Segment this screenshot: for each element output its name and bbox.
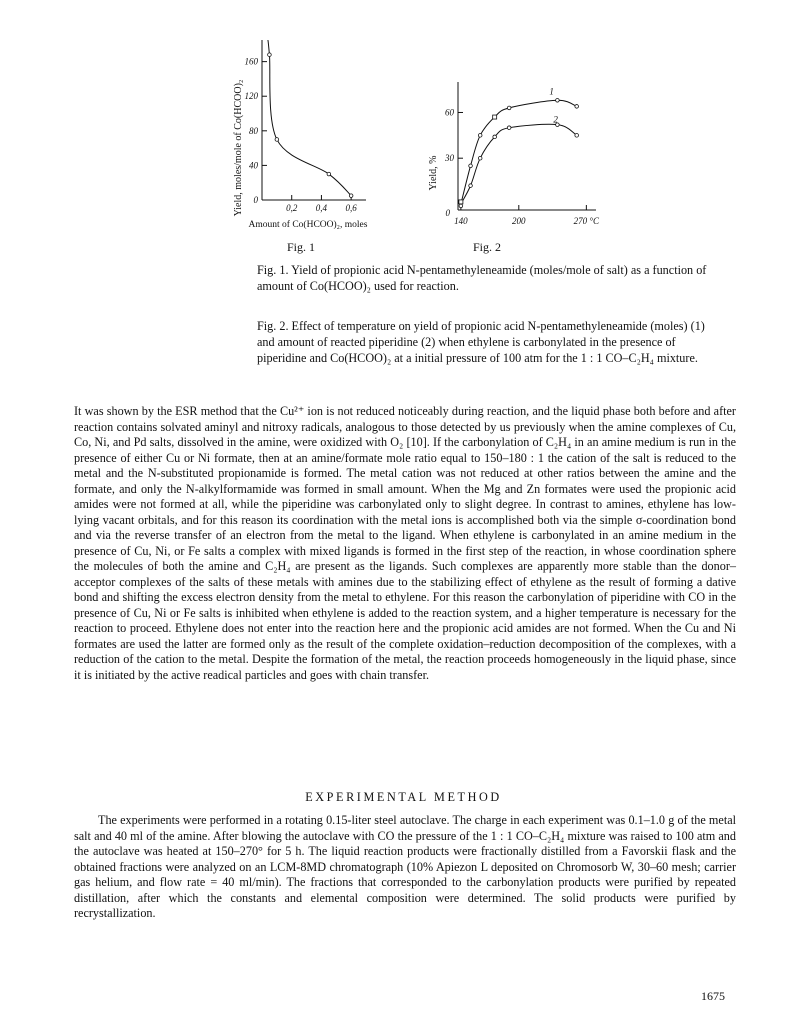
fig2-series-line [461, 100, 577, 204]
body-paragraph-1 [74, 404, 736, 683]
figure-2 [424, 78, 604, 234]
fig2-x-tick-label: 270 °C [573, 216, 600, 226]
fig2-label: Fig. 2 [473, 240, 502, 254]
fig1-plot-area [245, 40, 367, 213]
fig2-data-point [575, 134, 579, 138]
fig2-y-tick-label: 60 [445, 107, 454, 118]
body-paragraph-2 [74, 813, 736, 922]
fig1-series-line [268, 40, 351, 196]
fig1-caption [257, 262, 717, 294]
fig2-data-point [478, 156, 482, 160]
fig1-data-point [327, 172, 331, 176]
page-number: 1675 [701, 989, 725, 1003]
fig1-y-tick-label: 120 [244, 91, 258, 102]
fig1-x-tick-label: 0,2 [286, 203, 298, 213]
fig2-plot-area [444, 82, 600, 226]
fig2-data-point [575, 105, 579, 109]
paragraph-2-text: The experiments were performed in a rotating 0.15-liter steel autoclave. The charge in each experiment was 0.1–1.0 g of the metal salt and 40 ml of the amine. After blowing the autoclave with CO the pressure of the 1 : 1 CO–C₂H₄ mixture was raised to 100 atm and the autoclave was heated at 150–270° for 5 h. The liquid reaction products were fractionally distilled from a Favorskii flask and the obtained fractions were analyzed on an LCM-8MD chromatograph (10% Apiezon L deposited on Chromosorb W, 30–60 mesh; carrier gas helium, and flow rate = 40 ml/min). The fractions that corresponded to the carbonylation products were purified by repeated distillation, after which the constants and elemental composition were determined. The solid products were purified by recrystallization. [74, 813, 736, 920]
fig2-x-tick-label: 200 [512, 216, 526, 226]
fig2-caption [257, 318, 717, 366]
fig1-y-tick-label: 80 [249, 125, 258, 136]
fig2-data-point [556, 98, 560, 102]
fig2-x-tick-label: 140 [454, 216, 468, 226]
fig2-data-point [507, 126, 511, 130]
fig2-data-point [493, 135, 497, 139]
fig1-data-point [349, 194, 353, 198]
fig1-y-tick-label: 0 [253, 195, 258, 205]
fig2-data-point [459, 204, 463, 208]
fig2-data-point [478, 134, 482, 138]
fig2-data-point [469, 164, 473, 168]
fig2-data-point [469, 184, 473, 188]
fig1-x-tick-label: 0,4 [315, 203, 328, 213]
paragraph-1-text: It was shown by the ESR method that the Cu²⁺ ion is not reduced noticeably during reaction, and the liquid phase both before and after reaction contains solvated aminyl and nitroxy radicals, analogous to those detected by us previously when the amine complexes of Cu, Co, Ni, and Pd salts, dissolved in the amine, were oxidized with O₂ [10]. If the carbonylation of C₂H₄ in an amine medium is run in the presence of either Cu or Ni formate, then at an amine/formate mole ratio equal to 150–180 : 1 the cation of the salt is reduced to the metal and the N-substituted propionamide is formed. The metal cation was not reduced at other ratios between the amine and the formate, and only the N-alkylformamide was formed in small amount. When the Mg and Zn formates were used the propionic acid amides were not formed at all, while the piperidine was carbonylated only to slight degree. In contrast to amines, ethylene has low-lying vacant orbitals, and for this reason its coordination with the metal ions is accomplished both via the simple σ-coordination bond and via the reverse transfer of an electron from the metal to the ligand. When ethylene is carbonylated in an amine medium in the presence of Cu, Ni, or Fe salts a complex with mixed ligands is formed in the first step of the reaction, in whose coordination sphere the molecules of both the amine and C₂H₄ are present as the ligands. Such complexes are apparently more stable than the donor–acceptor complexes of the salts of these metals with amines due to the stabilizing effect of ethylene as the result of forming a dative bond and shifting the excess electron density from the metal to ethylene. For this reason the carbonylation of piperidine with CO in the presence of Cu, Ni or Fe salts is inhibited when ethylene is added to the reaction system, and a higher temperature is necessary for the reaction to proceed. Ethylene does not enter into the reaction here and the propionic acid amides are not formed. When the Cu and Ni formates are used the latter are formed only as the result of the complete oxidation–reduction decomposition of the complexes, with a reduction of the cation to the metal. Despite the formation of the metal, the reaction proceeds homogeneously in the liquid phase, since it is initiated by the active readical particles and goes with chain transfer. [74, 404, 736, 682]
fig2-data-point [507, 106, 511, 110]
fig2-data-point [459, 200, 463, 204]
fig2-curve-label: 1 [549, 86, 554, 97]
fig1-label: Fig. 1 [287, 240, 316, 254]
fig1-data-point [275, 138, 279, 142]
figure-1 [228, 30, 388, 230]
fig1-ylabel: Yield, moles/mole of Co(HCOO)₂ [233, 79, 244, 217]
fig1-y-tick-label: 160 [244, 56, 258, 67]
fig1-x-tick-label: 0,6 [345, 203, 357, 213]
fig2-caption-text: Fig. 2. Effect of temperature on yield of propionic acid N-pentamethyleneamide (moles) (1) and amount of reacted piperidine (2) when ethylene is carbonylated in the presence of piperidine and Co(HCOO)₂ at a initial pressure of 100 atm for the 1 : 1 CO–C₂H₄ mixture. [257, 319, 705, 365]
fig1-xlabel: Amount of Co(HCOO)₂, moles [248, 220, 368, 230]
fig1-data-point [268, 53, 272, 57]
fig2-ylabel: Yield, % [428, 155, 439, 191]
fig2-curve-label: 2 [553, 114, 558, 125]
section-heading: EXPERIMENTAL METHOD [305, 790, 502, 804]
fig2-y-tick-label: 30 [445, 153, 454, 164]
fig2-y-tick-label: 0 [445, 208, 450, 218]
fig1-caption-text: Fig. 1. Yield of propionic acid N-pentamethyleneamide (moles/mole of salt) as a function of amount of Co(HCOO)₂ used for reaction. [257, 263, 707, 293]
fig2-data-point [493, 115, 497, 119]
fig1-y-tick-label: 40 [249, 160, 258, 171]
